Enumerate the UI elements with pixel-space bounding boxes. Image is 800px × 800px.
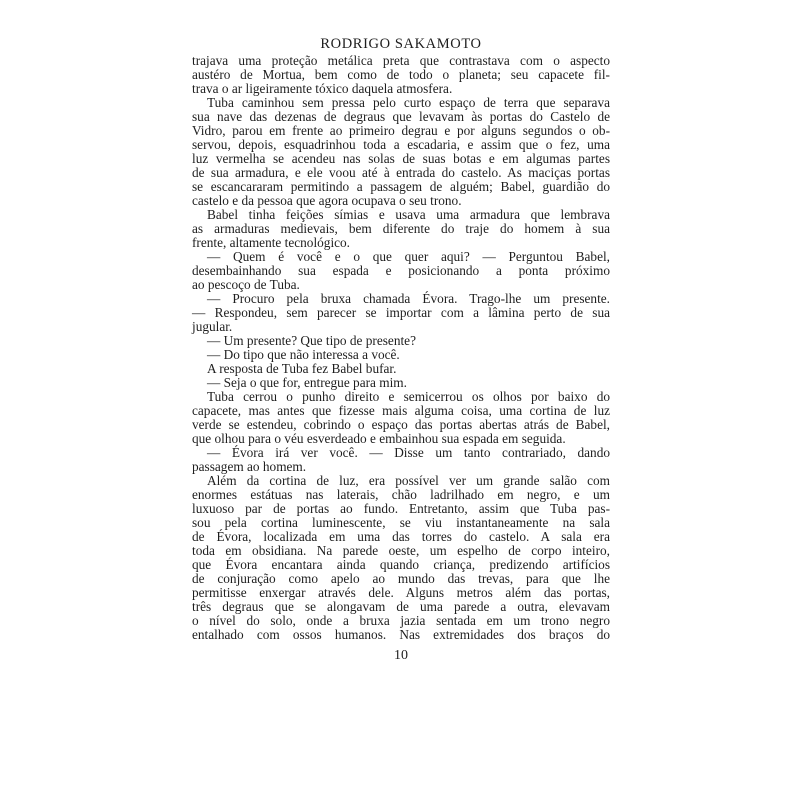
text-line: se escancararam permitindo a passagem de alguém; Babel, guardião do — [192, 179, 610, 194]
text-line: — Um presente? Que tipo de presente? — [207, 333, 416, 348]
text-line: de conjuração como apelo ao mundo das trevas, para que lhe — [192, 571, 610, 586]
text-line: — Seja o que for, entregue para mim. — [207, 375, 407, 390]
text-line: Tuba cerrou o punho direito e semicerrou os olhos por baixo do — [207, 389, 610, 404]
text-line: luxuoso par de portas ao fundo. Entretanto, assim que Tuba pas- — [192, 501, 610, 516]
text-line: Tuba caminhou sem pressa pelo curto espaço de terra que separava — [207, 95, 610, 110]
text-line: de sua armadura, e ele voou até à entrada do castelo. As maciças portas — [192, 165, 610, 180]
text-line: A resposta de Tuba fez Babel bufar. — [207, 361, 397, 376]
running-head: RODRIGO SAKAMOTO — [320, 36, 482, 52]
text-line: — Quem é você e o que quer aqui? — Perguntou Babel, — [207, 249, 610, 264]
text-line: desembainhando sua espada e posicionando a ponta próximo — [192, 263, 610, 278]
book-page — [192, 34, 610, 664]
text-line: servou, depois, esquadrinhou toda a escadaria, e assim que o fez, uma — [192, 137, 610, 152]
text-line: — Respondeu, sem parecer se importar com a lâmina perto de sua — [192, 305, 610, 320]
text-line: Vidro, parou em frente ao primeiro degrau e por alguns segundos o ob- — [192, 123, 610, 138]
text-line: sua nave das dezenas de degraus que levavam às portas do Castelo de — [192, 109, 610, 124]
text-line: trajava uma proteção metálica preta que contrastava com o aspecto — [192, 53, 610, 68]
text-line: sou pela cortina luminescente, se viu instantaneamente na sala — [192, 515, 610, 530]
text-line: entalhado com ossos humanos. Nas extremidades dos braços do — [192, 627, 610, 642]
text-line: ao pescoço de Tuba. — [192, 277, 300, 292]
body-text — [192, 54, 610, 642]
text-line: verde se estendeu, cobrindo o espaço das portas abertas atrás de Babel, — [192, 417, 610, 432]
text-line: de Évora, localizada em uma das torres do castelo. A sala era — [192, 529, 610, 544]
text-line: Além da cortina de luz, era possível ver um grande salão com — [207, 473, 610, 488]
text-line: jugular. — [192, 319, 233, 334]
text-line: austéro de Mortua, bem como de todo o planeta; seu capacete fil- — [192, 67, 610, 82]
text-line: luz vermelha se acendeu nas solas de suas botas e em algumas partes — [192, 151, 610, 166]
text-line: passagem ao homem. — [192, 459, 307, 474]
page-number: 10 — [394, 648, 408, 663]
text-line: capacete, mas antes que fizesse mais alguma coisa, uma cortina de luz — [192, 403, 610, 418]
text-line: Babel tinha feições símias e usava uma armadura que lembrava — [207, 207, 610, 222]
text-line: — Do tipo que não interessa a você. — [207, 347, 400, 362]
text-line: — Évora irá ver você. — Disse um tanto contrariado, dando — [207, 445, 610, 460]
text-line: castelo e da pessoa que agora ocupava o seu trono. — [192, 193, 462, 208]
text-line: — Procuro pela bruxa chamada Évora. Trago-lhe um presente. — [207, 291, 610, 306]
text-line: que Évora encantara ainda quando criança, predizendo artifícios — [192, 557, 610, 572]
text-line: frente, altamente tecnológico. — [192, 235, 351, 250]
text-line: as armaduras medievais, bem diferente do traje do homem à sua — [192, 221, 610, 236]
text-line: permitisse enxergar através dele. Alguns metros além das portas, — [192, 585, 610, 600]
text-line: o nível do solo, onde a bruxa jazia sentada em um trono negro — [192, 613, 610, 628]
text-line: que olhou para o véu esverdeado e embainhou sua espada em seguida. — [192, 431, 566, 446]
text-line: trava o ar ligeiramente tóxico daquela atmosfera. — [192, 81, 453, 96]
text-line: toda em obsidiana. Na parede oeste, um espelho de corpo inteiro, — [192, 543, 610, 558]
text-line: três degraus que se alongavam de uma parede a outra, elevavam — [192, 599, 610, 614]
text-line: enormes estátuas nas laterais, chão ladrilhado em negro, e um — [192, 487, 610, 502]
